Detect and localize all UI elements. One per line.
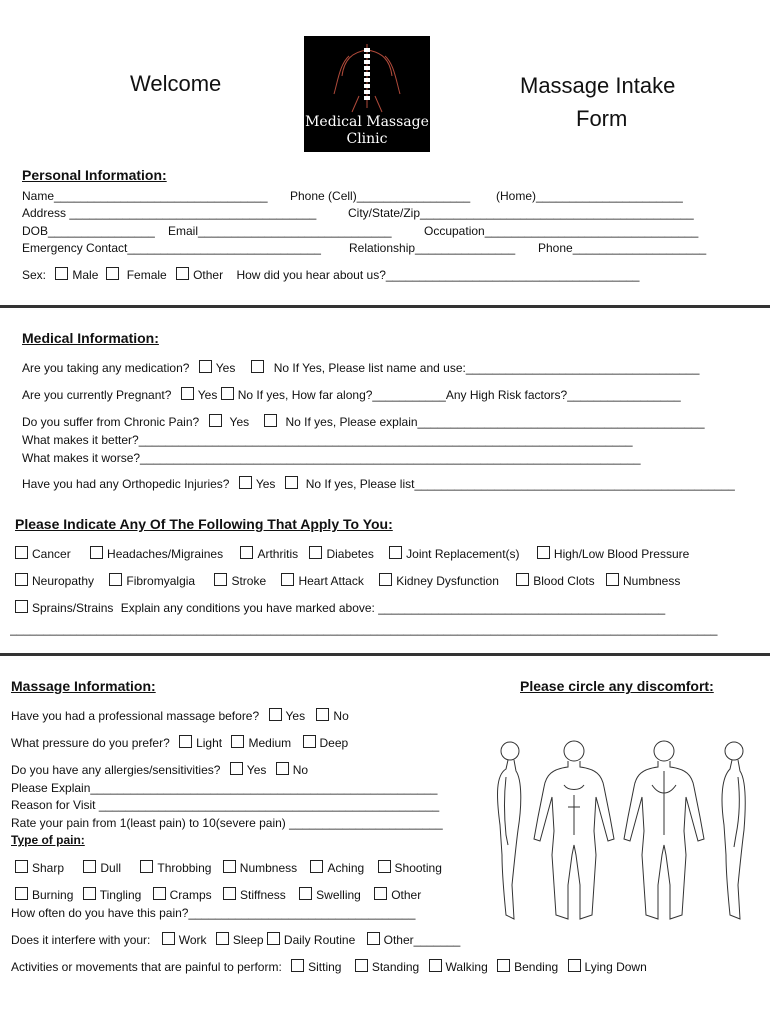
work-checkbox[interactable]	[162, 932, 175, 945]
orthopedic-list-field[interactable]: No If yes, Please list________________________________________________	[305, 477, 735, 491]
no-label: No	[333, 709, 349, 723]
section-divider	[0, 653, 770, 656]
pain-type-label: Cramps	[169, 888, 212, 902]
activity-label: Sitting	[308, 960, 342, 974]
allergies-question: Do you have any allergies/sensitivities?	[11, 763, 221, 777]
condition-checkbox-row	[15, 546, 689, 561]
condition-label: Sprains/Strains	[32, 601, 114, 615]
sleep-checkbox[interactable]	[216, 932, 229, 945]
female-checkbox[interactable]	[106, 267, 119, 280]
clinic-logo	[304, 36, 430, 152]
other-label: Other	[193, 268, 224, 282]
medication-row	[22, 360, 699, 375]
allergies-yes-checkbox[interactable]	[230, 762, 243, 775]
yes-label: Yes	[285, 709, 306, 723]
condition-label: Arthritis	[257, 547, 299, 561]
cancer-checkbox[interactable]	[15, 546, 28, 559]
interfere-label: Work	[178, 933, 207, 947]
prior-massage-no-checkbox[interactable]	[316, 708, 329, 721]
activity-label: Standing	[371, 960, 420, 974]
sex-row	[22, 267, 639, 282]
blood-pressure-checkbox[interactable]	[537, 546, 550, 559]
city-state-zip-field[interactable]: City/State/Zip_________________________________________	[348, 206, 694, 220]
pain-type-label: Aching	[327, 861, 365, 875]
allergies-row	[11, 762, 308, 777]
pain-type-label: Other	[391, 888, 422, 902]
pain-type-heading: Type of pain:	[11, 833, 85, 847]
yes-label: Yes	[255, 477, 276, 491]
walking-checkbox[interactable]	[429, 959, 442, 972]
male-checkbox[interactable]	[55, 267, 68, 280]
orthopedic-row	[22, 476, 735, 491]
pregnant-yes-checkbox[interactable]	[181, 387, 194, 400]
sprains-checkbox[interactable]	[15, 600, 28, 613]
medication-question: Are you taking any medication?	[22, 361, 190, 375]
pressure-label: Light	[196, 736, 223, 750]
lying-down-checkbox[interactable]	[568, 959, 581, 972]
pregnancy-details-field[interactable]: No If yes, How far along?___________Any High Risk factors?_________________	[237, 388, 681, 402]
chronic-pain-yes-checkbox[interactable]	[209, 414, 222, 427]
headaches-checkbox[interactable]	[90, 546, 103, 559]
pain-type-label: Numbness	[239, 861, 298, 875]
prior-massage-row	[11, 708, 349, 723]
joint-replacement-checkbox[interactable]	[389, 546, 402, 559]
pressure-label: Medium	[248, 736, 292, 750]
cramps-checkbox[interactable]	[153, 887, 166, 900]
interfere-question: Does it interfere with your:	[11, 933, 151, 947]
explain-field[interactable]: Please Explain____________________________________________________	[11, 781, 438, 795]
chronic-pain-no-checkbox[interactable]	[264, 414, 277, 427]
prior-massage-yes-checkbox[interactable]	[269, 708, 282, 721]
pain-type-label: Swelling	[316, 888, 361, 902]
condition-label: Neuropathy	[32, 574, 95, 588]
body-diagram[interactable]	[488, 735, 758, 930]
condition-label: Blood Clots	[533, 574, 595, 588]
body-side-left-figure	[498, 742, 521, 919]
occupation-field[interactable]: Occupation________________________________	[424, 224, 699, 238]
interfere-label: Daily Routine	[283, 933, 356, 947]
pain-type-label: Sharp	[32, 861, 65, 875]
yes-label: Yes	[197, 388, 218, 402]
orthopedic-question: Have you had any Orthopedic Injuries?	[22, 477, 230, 491]
deep-checkbox[interactable]	[303, 735, 316, 748]
shooting-checkbox[interactable]	[378, 860, 391, 873]
burning-checkbox[interactable]	[15, 887, 28, 900]
pain-type-label: Tingling	[99, 888, 142, 902]
better-field[interactable]: What makes it better?__________________________________________________________________________	[22, 433, 633, 447]
swelling-checkbox[interactable]	[299, 887, 312, 900]
activity-label: Walking	[445, 960, 488, 974]
medium-checkbox[interactable]	[231, 735, 244, 748]
conditions-extra-line[interactable]: __________________________________________________________________________________________________________	[10, 622, 718, 636]
sprains-row	[15, 600, 665, 615]
light-checkbox[interactable]	[179, 735, 192, 748]
routine-checkbox[interactable]	[267, 932, 280, 945]
fibromyalgia-checkbox[interactable]	[109, 573, 122, 586]
orthopedic-no-checkbox[interactable]	[285, 476, 298, 489]
frequency-field[interactable]: How often do you have this pain?__________________________________	[11, 906, 416, 920]
reason-field[interactable]: Reason for Visit ___________________________________________________	[11, 798, 440, 812]
pregnant-row	[22, 387, 681, 402]
condition-label: Headaches/Migraines	[107, 547, 224, 561]
hear-about-field[interactable]: How did you hear about us?______________________________________	[236, 268, 640, 282]
yes-label: Yes	[215, 361, 236, 375]
emergency-phone-field[interactable]: Phone____________________	[538, 241, 707, 255]
blood-clots-checkbox[interactable]	[516, 573, 529, 586]
home-phone-field[interactable]: (Home)______________________	[496, 189, 683, 203]
condition-label: Fibromyalgia	[126, 574, 196, 588]
orthopedic-yes-checkbox[interactable]	[239, 476, 252, 489]
stiffness-checkbox[interactable]	[223, 887, 236, 900]
spine-figure-icon	[304, 36, 430, 116]
worse-field[interactable]: What makes it worse?___________________________________________________________________________	[22, 451, 641, 465]
body-front-figure	[534, 741, 614, 919]
emergency-contact-field[interactable]: Emergency Contact_____________________________	[22, 241, 321, 255]
pressure-row	[11, 735, 348, 750]
yes-label: Yes	[229, 415, 250, 429]
condition-label: Kidney Dysfunction	[396, 574, 499, 588]
pain-type-label: Throbbing	[157, 861, 212, 875]
pressure-question: What pressure do you prefer?	[11, 736, 170, 750]
other-interfere-checkbox[interactable]	[367, 932, 380, 945]
numbness-checkbox[interactable]	[606, 573, 619, 586]
kidney-checkbox[interactable]	[379, 573, 392, 586]
tingling-checkbox[interactable]	[83, 887, 96, 900]
activities-row	[11, 959, 647, 974]
medical-heading: Medical Information:	[22, 330, 159, 346]
pain-type-label: Dull	[100, 861, 122, 875]
medication-list-field[interactable]: No If Yes, Please list name and use:___________________________________	[273, 361, 700, 375]
no-label: No	[292, 763, 309, 777]
interfere-label: Sleep	[232, 933, 264, 947]
welcome-title: Welcome	[130, 71, 222, 96]
chronic-pain-question: Do you suffer from Chronic Pain?	[22, 415, 200, 429]
activity-label: Lying Down	[584, 960, 647, 974]
stroke-checkbox[interactable]	[214, 573, 227, 586]
condition-label: Cancer	[32, 547, 71, 561]
conditions-heading: Please Indicate Any Of The Following That Apply To You:	[15, 516, 393, 532]
yes-label: Yes	[246, 763, 267, 777]
email-field[interactable]: Email_____________________________	[168, 224, 392, 238]
activity-label: Bending	[514, 960, 559, 974]
interfere-row	[11, 932, 460, 947]
personal-heading: Personal Information:	[22, 167, 167, 183]
medication-yes-checkbox[interactable]	[199, 360, 212, 373]
pressure-label: Deep	[319, 736, 349, 750]
standing-checkbox[interactable]	[355, 959, 368, 972]
condition-label: High/Low Blood Pressure	[553, 547, 690, 561]
address-field[interactable]: Address _____________________________________	[22, 206, 317, 220]
throbbing-checkbox[interactable]	[140, 860, 153, 873]
pregnant-question: Are you currently Pregnant?	[22, 388, 172, 402]
pain-type-label: Burning	[32, 888, 74, 902]
female-label: Female	[126, 268, 167, 282]
other-checkbox[interactable]	[176, 267, 189, 280]
bending-checkbox[interactable]	[497, 959, 510, 972]
body-back-figure	[624, 741, 704, 919]
sitting-checkbox[interactable]	[291, 959, 304, 972]
pain-rating-field[interactable]: Rate your pain from 1(least pain) to 10(severe pain) _______________________	[11, 816, 443, 830]
body-side-right-figure	[722, 742, 745, 919]
phone-cell-field[interactable]: Phone (Cell)_________________	[290, 189, 471, 203]
dob-field[interactable]: DOB________________	[22, 224, 155, 238]
logo-name-line2: Clinic	[346, 131, 388, 147]
pregnant-no-checkbox[interactable]	[221, 387, 234, 400]
neuropathy-checkbox[interactable]	[15, 573, 28, 586]
other-pain-checkbox[interactable]	[374, 887, 387, 900]
relationship-field[interactable]: Relationship_______________	[349, 241, 516, 255]
form-title-line2: Form	[576, 106, 628, 131]
name-field[interactable]: Name________________________________	[22, 189, 268, 203]
interfere-other-field[interactable]: Other_______	[383, 933, 461, 947]
heart-attack-checkbox[interactable]	[281, 573, 294, 586]
chronic-pain-explain-field[interactable]: No If yes, Please explain___________________________________________	[285, 415, 705, 429]
pain-type-label: Stiffness	[240, 888, 286, 902]
section-divider	[0, 305, 770, 308]
condition-label: Joint Replacement(s)	[406, 547, 520, 561]
circle-discomfort-heading: Please circle any discomfort:	[520, 678, 714, 694]
allergies-no-checkbox[interactable]	[276, 762, 289, 775]
condition-label: Stroke	[231, 574, 267, 588]
condition-label: Numbness	[622, 574, 681, 588]
diabetes-checkbox[interactable]	[309, 546, 322, 559]
condition-label: Heart Attack	[298, 574, 364, 588]
dull-checkbox[interactable]	[83, 860, 96, 873]
pain-type-label: Shooting	[394, 861, 442, 875]
aching-checkbox[interactable]	[310, 860, 323, 873]
activities-question: Activities or movements that are painful to perform:	[11, 960, 282, 974]
prior-massage-question: Have you had a professional massage before?	[11, 709, 260, 723]
sharp-checkbox[interactable]	[15, 860, 28, 873]
arthritis-checkbox[interactable]	[240, 546, 253, 559]
condition-label: Diabetes	[326, 547, 374, 561]
sex-label: Sex:	[22, 268, 47, 282]
conditions-explain-field[interactable]: Explain any conditions you have marked above: ___________________________________________	[120, 601, 666, 615]
medication-no-checkbox[interactable]	[251, 360, 264, 373]
pain-type-row	[15, 860, 442, 875]
form-title-line1: Massage Intake	[520, 73, 676, 98]
massage-heading: Massage Information:	[11, 678, 156, 694]
logo-name-line1: Medical Massage	[305, 114, 429, 130]
male-label: Male	[72, 268, 99, 282]
pain-type-row	[15, 887, 421, 902]
numbness-pain-checkbox[interactable]	[223, 860, 236, 873]
chronic-pain-row	[22, 414, 705, 429]
condition-checkbox-row	[15, 573, 680, 588]
